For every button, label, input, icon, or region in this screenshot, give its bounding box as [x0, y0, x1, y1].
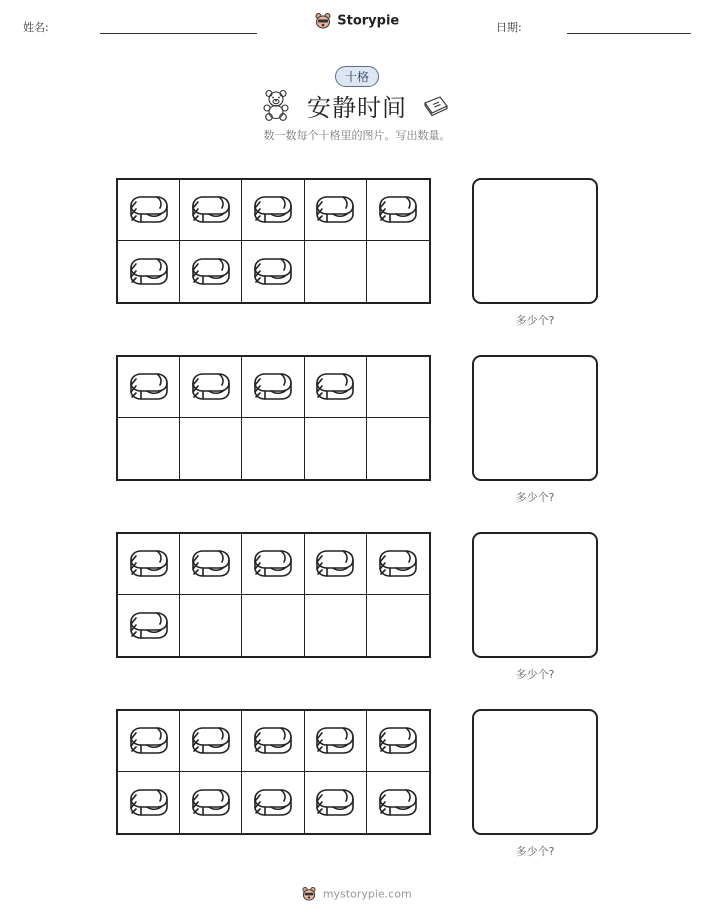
answer-label-4: 多少个? — [515, 845, 555, 858]
ten-frame-cell — [242, 418, 304, 479]
ten-frame-cell — [118, 595, 180, 656]
folded-blanket-icon — [376, 547, 420, 581]
ten-frame-1 — [116, 178, 431, 304]
date-label: 日期: — [496, 21, 522, 34]
ten-frame-cell — [305, 711, 367, 772]
folded-blanket-icon — [251, 547, 295, 581]
ten-frame-cell — [180, 772, 242, 833]
folded-blanket-icon — [313, 547, 357, 581]
ten-frame-cell — [118, 180, 180, 241]
folded-blanket-icon — [251, 193, 295, 227]
folded-blanket-icon — [189, 370, 233, 404]
ten-frame-cell — [242, 357, 304, 418]
storypie-bear-logo-icon — [302, 886, 316, 902]
folded-blanket-icon — [251, 255, 295, 289]
folded-blanket-icon — [189, 786, 233, 820]
ten-frame-cell — [118, 357, 180, 418]
ten-frame-cell — [180, 418, 242, 479]
answer-label-2: 多少个? — [515, 491, 555, 504]
answer-box-2[interactable] — [472, 355, 598, 481]
folded-blanket-icon — [313, 786, 357, 820]
name-line[interactable] — [100, 33, 257, 34]
answer-box-1[interactable] — [472, 178, 598, 304]
ten-frame-cell — [367, 595, 429, 656]
folded-blanket-icon — [127, 609, 171, 643]
ten-frame-cell — [305, 180, 367, 241]
folded-blanket-icon — [127, 724, 171, 758]
folded-blanket-icon — [189, 255, 233, 289]
storypie-bear-logo-icon — [315, 12, 331, 30]
folded-blanket-icon — [376, 724, 420, 758]
folded-blanket-icon — [251, 724, 295, 758]
ten-frame-cell — [180, 357, 242, 418]
answer-label-3: 多少个? — [515, 668, 555, 681]
ten-frame-cell — [180, 595, 242, 656]
folded-blanket-icon — [189, 193, 233, 227]
brand-logo — [0, 12, 714, 30]
ten-frame-cell — [180, 711, 242, 772]
ten-frame-cell — [305, 357, 367, 418]
folded-blanket-icon — [127, 255, 171, 289]
date-line[interactable] — [567, 33, 691, 34]
folded-blanket-icon — [127, 786, 171, 820]
folded-blanket-icon — [376, 193, 420, 227]
footer-url[interactable]: mystorypie.com — [322, 887, 412, 901]
footer — [0, 886, 714, 902]
ten-frame-cell — [180, 534, 242, 595]
folded-blanket-icon — [189, 724, 233, 758]
ten-frame-cell — [305, 241, 367, 302]
folded-blanket-icon — [251, 370, 295, 404]
ten-frame-cell — [242, 180, 304, 241]
ten-frame-3 — [116, 532, 431, 658]
answer-box-3[interactable] — [472, 532, 598, 658]
folded-blanket-icon — [127, 547, 171, 581]
ten-frame-cell — [118, 534, 180, 595]
folded-blanket-icon — [251, 786, 295, 820]
ten-frame-cell — [367, 534, 429, 595]
ten-frame-badge: 十格 — [335, 66, 379, 87]
ten-frame-cell — [118, 772, 180, 833]
ten-frame-cell — [118, 418, 180, 479]
ten-frame-cell — [118, 241, 180, 302]
folded-blanket-icon — [313, 370, 357, 404]
ten-frame-cell — [305, 772, 367, 833]
ten-frame-2 — [116, 355, 431, 481]
folded-blanket-icon — [313, 193, 357, 227]
folded-blanket-icon — [422, 95, 450, 117]
ten-frame-cell — [180, 241, 242, 302]
ten-frame-cell — [367, 711, 429, 772]
ten-frame-cell — [305, 595, 367, 656]
answer-label-1: 多少个? — [515, 314, 555, 327]
ten-frame-cell — [367, 418, 429, 479]
ten-frame-cell — [305, 418, 367, 479]
brand-name: Storypie — [337, 13, 400, 29]
ten-frame-cell — [367, 241, 429, 302]
ten-frame-cell — [367, 772, 429, 833]
ten-frame-cell — [367, 180, 429, 241]
name-label: 姓名: — [23, 21, 49, 34]
folded-blanket-icon — [127, 370, 171, 404]
page-title: 安静时间 — [307, 94, 407, 122]
ten-frame-cell — [242, 711, 304, 772]
ten-frame-cell — [242, 241, 304, 302]
folded-blanket-icon — [313, 724, 357, 758]
ten-frame-cell — [305, 534, 367, 595]
ten-frame-cell — [118, 711, 180, 772]
ten-frame-cell — [242, 772, 304, 833]
folded-blanket-icon — [189, 547, 233, 581]
answer-box-4[interactable] — [472, 709, 598, 835]
ten-frame-4 — [116, 709, 431, 835]
folded-blanket-icon — [376, 786, 420, 820]
ten-frame-cell — [242, 595, 304, 656]
ten-frame-cell — [242, 534, 304, 595]
ten-frame-cell — [367, 357, 429, 418]
folded-blanket-icon — [127, 193, 171, 227]
instructions: 数一数每个十格里的图片。写出数量。 — [263, 129, 451, 142]
ten-frame-cell — [180, 180, 242, 241]
